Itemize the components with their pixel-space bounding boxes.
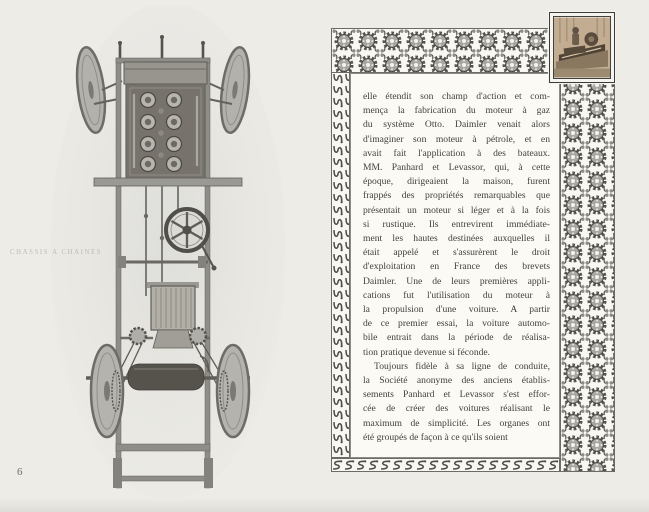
body-text xyxy=(363,90,550,445)
text-line: tion pratique devenue si féconde. xyxy=(363,346,491,358)
paragraph xyxy=(363,360,550,445)
text-line: la propulsion d'une voiture. A partir xyxy=(363,304,550,316)
chassis-photo xyxy=(50,6,290,506)
corner-photo xyxy=(549,12,615,83)
text-line: sements Panhard et Levassor s'est effor- xyxy=(363,389,550,401)
text-line: cée de créer des voitures réalisant le xyxy=(363,403,550,415)
text-line: Toujours fidèle à sa ligne de conduite, xyxy=(374,360,550,372)
text-line: si rustique. Ils entrevirent immédiate- xyxy=(363,218,550,230)
text-line: présentait un moteur si léger et à la fois xyxy=(363,204,550,216)
paragraph xyxy=(363,90,550,360)
ornament-right-band xyxy=(560,73,615,472)
text-line: du système Otto. Daimler venait alors xyxy=(363,119,550,131)
text-line: elle étendit son champ d'action et com- xyxy=(363,91,550,102)
text-line: la Société anonyme des anciens établis- xyxy=(363,375,550,387)
text-line: était appelé et s'assurèrent le droit xyxy=(363,247,550,259)
ornament-bottom-strip xyxy=(331,458,560,472)
text-line: de ce premier essai, la voiture automo- xyxy=(363,318,550,330)
text-panel xyxy=(350,73,560,458)
text-line: d'imaginer son moteur à pétrole, et en xyxy=(363,133,550,145)
text-line: avait fait l'application à des bateaux. xyxy=(363,147,550,159)
workshop-vignette-image xyxy=(553,16,611,79)
text-line: mença la fabrication du moteur à gaz xyxy=(363,105,550,117)
text-line: époque, dirigeaient la maison, furent xyxy=(363,176,550,188)
text-line: Daimler. Une de leurs premières appli- xyxy=(363,275,550,287)
page-bottom-shade xyxy=(0,498,649,512)
photo-caption: CHASSIS A CHAINES xyxy=(10,249,103,256)
text-line: frappés des propriétés remarquables que xyxy=(363,190,550,202)
text-line: cations fut l'utilisation du moteur à xyxy=(363,289,550,301)
text-line: MM. Panhard et Levassor, qui, à cette xyxy=(363,162,550,174)
text-line: maximum de simplicité. Les organes ont xyxy=(363,417,550,429)
text-line: bile entrait dans la période de réalisa- xyxy=(363,332,550,344)
text-line: ment les hautes destinées auxquelles il xyxy=(363,233,550,245)
ornament-frame xyxy=(331,28,615,472)
page-number: 6 xyxy=(17,466,23,478)
ornament-left-strip xyxy=(331,73,350,458)
text-line: d'exploitation en France des brevets xyxy=(363,261,550,273)
text-line: été groupés de façon à ce qu'ils soient xyxy=(363,431,508,443)
left-page xyxy=(0,0,320,512)
